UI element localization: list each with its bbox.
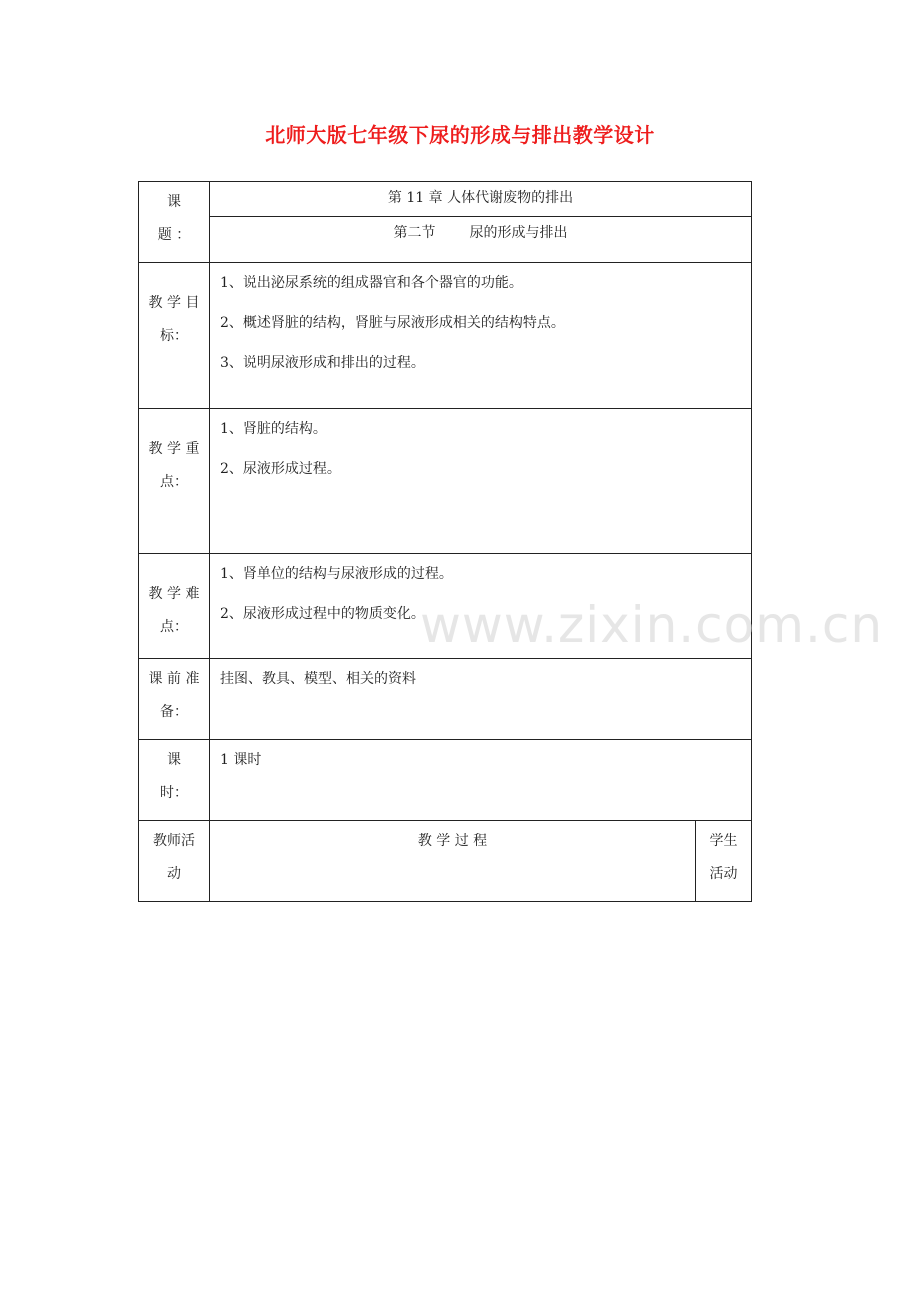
preparation-label-line2: 备： [160, 704, 188, 720]
chapter-cell [210, 182, 752, 217]
preparation-label-cell [139, 659, 210, 740]
difficulties-label-line2: 点： [160, 619, 188, 635]
goals-label-line1: 教 学 目 [148, 295, 200, 311]
course-label-line2: 题 ： [157, 227, 191, 243]
difficulties-label-cell [139, 554, 210, 659]
course-label-cell [139, 182, 210, 263]
watermark: www.zixin.com.cn [420, 596, 884, 654]
key-point-item: 1、肾脏的结构。 [220, 421, 327, 437]
goal-item: 1、说出泌尿系统的组成器官和各个器官的功能。 [220, 275, 523, 291]
hours-label-cell [139, 740, 210, 821]
chapter-title: 第 11 章 人体代谢废物的排出 [387, 190, 574, 206]
teaching-process-header [210, 821, 696, 902]
teaching-process-label: 教 学 过 程 [417, 833, 488, 849]
goal-item: 3、说明尿液形成和排出的过程。 [220, 355, 425, 371]
hours-label-line1: 课 [167, 752, 181, 768]
hours-content [210, 740, 752, 821]
goals-content [210, 263, 752, 409]
difficulty-item: 1、肾单位的结构与尿液形成的过程。 [220, 566, 453, 582]
preparation-label-line1: 课 前 准 [148, 671, 200, 687]
key-points-label-cell [139, 409, 210, 554]
student-header-line2: 活动 [709, 866, 738, 882]
document-title: 北师大版七年级下尿的形成与排出教学设计 [265, 123, 655, 147]
difficulty-item: 2、尿液形成过程中的物质变化。 [220, 606, 425, 622]
difficulties-label-line1: 教 学 难 [148, 586, 200, 602]
student-header-line1: 学生 [709, 833, 738, 849]
key-point-item: 2、尿液形成过程。 [220, 461, 341, 477]
hours-text: 1 课时 [220, 752, 262, 768]
key-points-label-line2: 点： [160, 474, 188, 490]
section-prefix: 第二节 [393, 225, 436, 241]
teacher-header-line2: 动 [167, 866, 181, 882]
goals-label-line2: 标： [160, 328, 188, 344]
preparation-text: 挂图、教具、模型、相关的资料 [220, 671, 416, 687]
section-title: 尿的形成与排出 [469, 225, 568, 241]
lesson-plan-table [138, 181, 752, 902]
course-label-line1: 课 [167, 194, 181, 210]
section-cell [210, 217, 752, 263]
preparation-content [210, 659, 752, 740]
key-points-content [210, 409, 752, 554]
hours-label-line2: 时： [160, 785, 188, 801]
key-points-label-line1: 教 学 重 [148, 441, 200, 457]
teacher-activity-header [139, 821, 210, 902]
goals-label-cell [139, 263, 210, 409]
difficulties-content [210, 554, 752, 659]
goal-item: 2、概述肾脏的结构，肾脏与尿液形成相关的结构特点。 [220, 315, 565, 331]
student-activity-header [696, 821, 752, 902]
teacher-header-line1: 教师活 [153, 833, 195, 849]
